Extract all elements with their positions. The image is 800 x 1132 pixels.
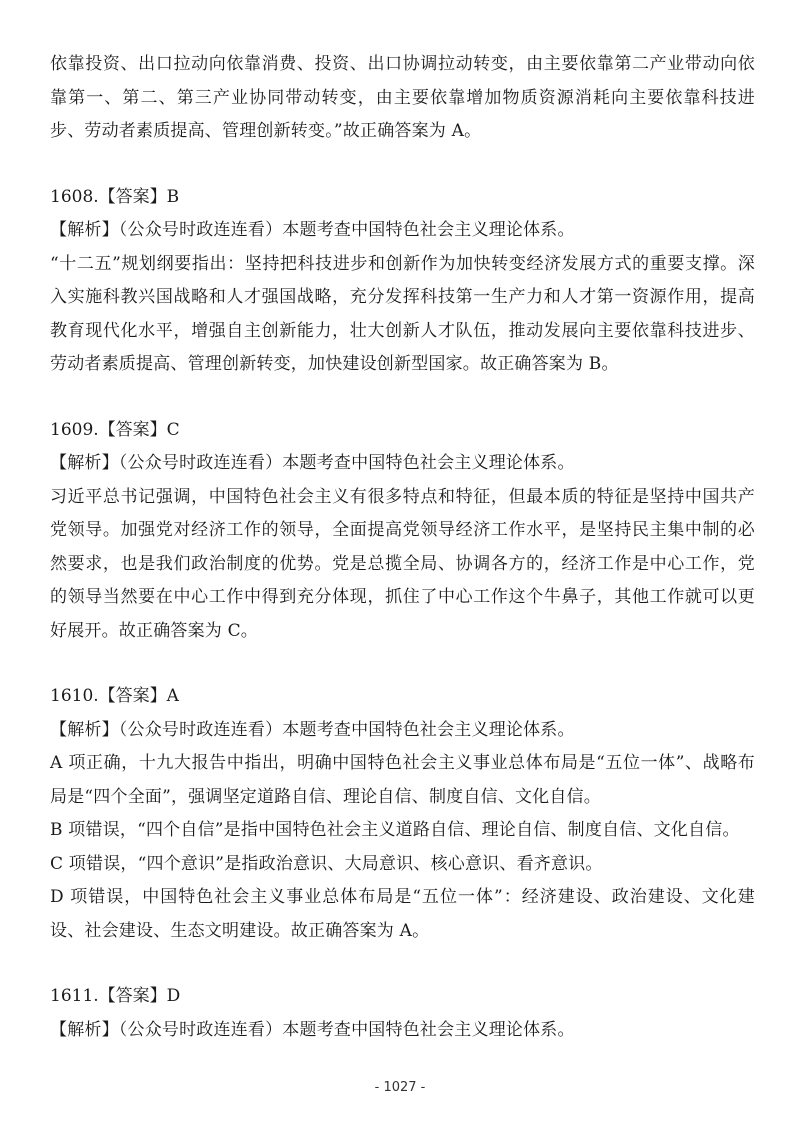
document-page [50, 48, 755, 1047]
question-1608 [50, 181, 755, 382]
question-1609 [50, 414, 755, 649]
explanation-paragraph: “十二五”规划纲要指出：坚持把科技进步和创新作为加快转变经济发展方式的重要支撑。深入实施科教兴国战略和人才强国战略，充分发挥科技第一生产力和人才第一资源作用，提高教育现代化水平，增强自主创新能力，壮大创新人才队伍，推动发展向主要依靠科技进步、劳动者素质提高、管理创新转变，加快建设创新型国家。故正确答案为 B。 [50, 253, 755, 374]
option-d-explanation: D 项错误，中国特色社会主义事业总体布局是“五位一体”：经济建设、政治建设、文化建设、社会建设、生态文明建设。故正确答案为 A。 [50, 887, 755, 941]
intro-paragraph: 依靠投资、出口拉动向依靠消费、投资、出口协调拉动转变，由主要依靠第二产业带动向依靠第一、第二、第三产业协同带动转变，由主要依靠增加物质资源消耗向主要依靠科技进步、劳动者素质提高、管理创新转变。”故正确答案为 A。 [50, 54, 755, 141]
question-1610 [50, 680, 755, 948]
answer-heading: 1610.【答案】A [50, 686, 179, 706]
section-gap [50, 382, 755, 414]
analysis-line: 【解析】（公众号时政连连看）本题考查中国特色社会主义理论体系。 [50, 220, 575, 240]
analysis-line: 【解析】（公众号时政连连看）本题考查中国特色社会主义理论体系。 [50, 1019, 575, 1040]
analysis-line: 【解析】（公众号时政连连看）本题考查中国特色社会主义理论体系。 [50, 719, 575, 740]
option-b-explanation: B 项错误，“四个自信”是指中国特色社会主义道路自信、理论自信、制度自信、文化自信。 [50, 820, 740, 840]
section-gap [50, 648, 755, 680]
option-a-explanation: A 项正确，十九大报告中指出，明确中国特色社会主义事业总体布局是“五位一体”、战略布局是“四个全面”，强调坚定道路自信、理论自信、制度自信、文化自信。 [50, 753, 755, 807]
page-number: - 1027 - [374, 1080, 426, 1095]
answer-heading: 1609.【答案】C [50, 419, 180, 440]
analysis-line: 【解析】（公众号时政连连看）本题考查中国特色社会主义理论体系。 [50, 453, 575, 473]
question-1611 [50, 980, 755, 1047]
explanation-paragraph: 习近平总书记强调，中国特色社会主义有很多特点和特征，但最本质的特征是坚持中国共产党领导。加强党对经济工作的领导，全面提高党领导经济工作水平，是坚持民主集中制的必然要求，也是我们政治制度的优势。党是总揽全局、协调各方的，经济工作是中心工作，党的领导当然要在中心工作中得到充分体现，抓住了中心工作这个牛鼻子，其他工作就可以更好展开。故正确答案为 C。 [50, 486, 755, 641]
section-gap [50, 948, 755, 980]
answer-heading: 1608.【答案】B [50, 186, 180, 207]
section-gap [50, 149, 755, 181]
answer-heading: 1611.【答案】D [50, 986, 181, 1006]
option-c-explanation: C 项错误，“四个意识”是指政治意识、大局意识、核心意识、看齐意识。 [50, 853, 603, 874]
